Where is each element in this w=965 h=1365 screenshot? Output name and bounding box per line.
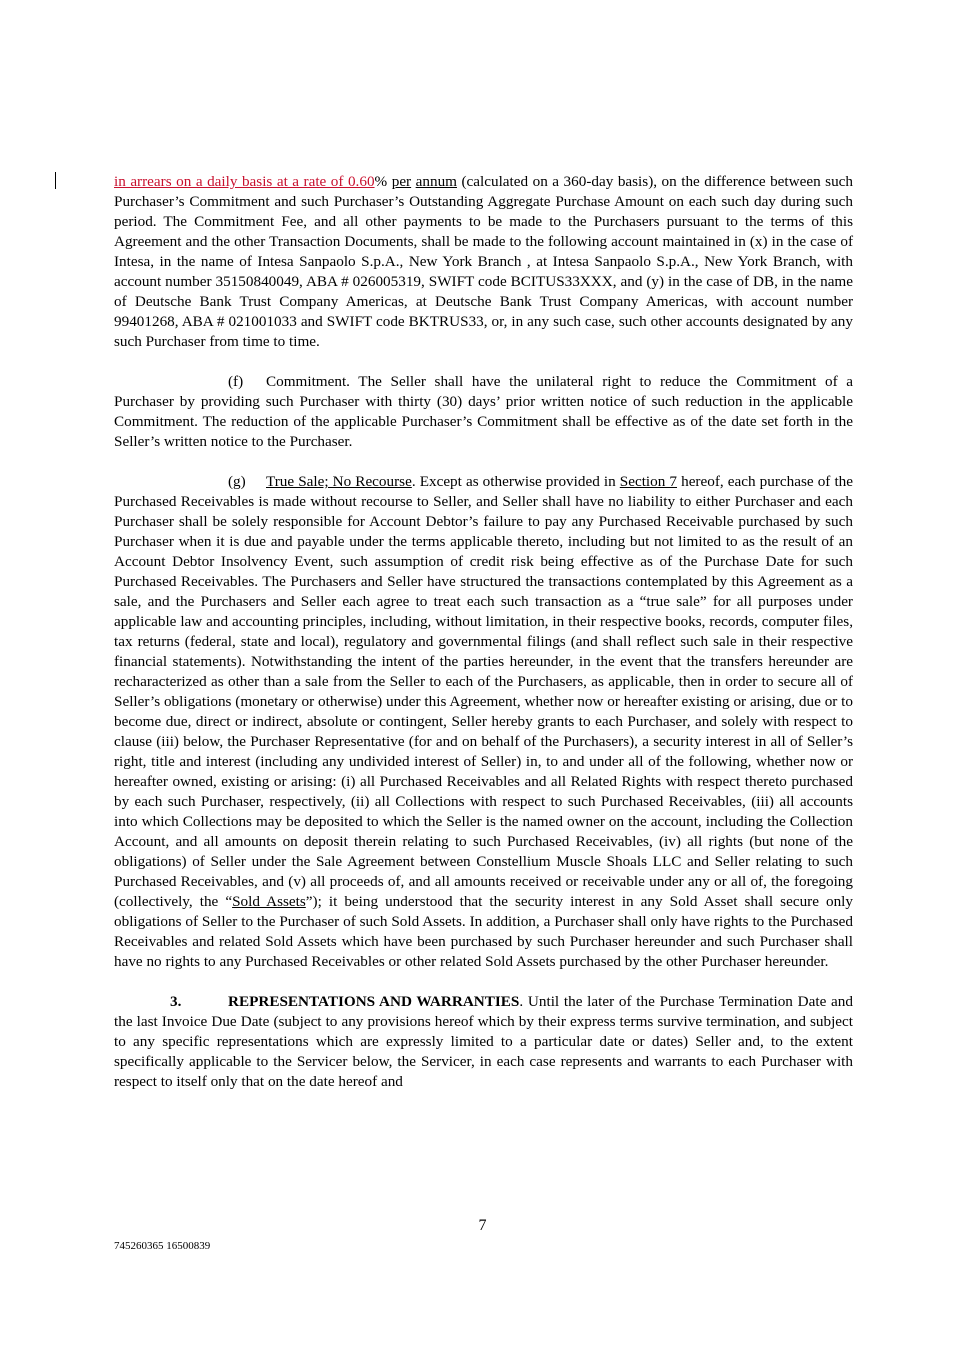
latin-annum: annum xyxy=(415,173,457,190)
latin-per: per xyxy=(391,173,412,190)
section-3-heading: REPRESENTATIONS AND WARRANTIES xyxy=(228,993,520,1010)
section-3-number: 3. xyxy=(170,993,182,1010)
revision-change-bar xyxy=(55,172,56,189)
continuation-paragraph: in arrears on a daily basis at a rate of 0.60% per annum (calculated on a 360-day basis), on the difference between such Purchaser’s Commitment and such Purchaser’s Outstanding Aggregate Purchase Amount on each such day during such period. The Commitment Fee, and all other payments to be made to the Purchasers pursuant to the terms of this Agreement and the other Transaction Documents, shall be made to the following account maintained in (x) in the case of Intesa, in the name of Intesa Sanpaolo S.p.A., New York Branch , at Intesa Sanpaolo S.p.A., New York Branch, with account number 35150840049, ABA # 026005319, SWIFT code BCITUS33XXX, and (y) in the case of DB, in the name of Deutsche Bank Trust Company Americas, at Deutsche Bank Trust Company Americas, with account number 99401268, ABA # 021001033 and SWIFT code BKTRUS33, or, in any such case, such other accounts designated by any such Purchaser from time to time. xyxy=(114,173,854,350)
document-id: 745260365 16500839 xyxy=(114,1240,211,1252)
section-f-text: Commitment. The Seller shall have the unilateral right to reduce the Commitment of a Purchaser by providing such Purchaser with thirty (30) days’ prior written notice of such reduction in the applicable Commitment. The reduction of the applicable Purchaser’s Commitment shall be effective as of the date set forth in the Seller’s written notice to the Purchaser. xyxy=(114,373,853,450)
tracked-change-text: in arrears on a daily basis at a rate of 0.60 xyxy=(114,173,375,190)
section-7-reference: Section 7 xyxy=(619,473,678,490)
page-number: 7 xyxy=(478,1217,487,1234)
section-3-paragraph xyxy=(114,992,853,1092)
section-g-paragraph: (g) True Sale; No Recourse. Except as otherwise provided in Section 7 hereof, each purchase of the Purchased Receivables is made without recourse to Seller, and Seller shall have no liability to either Purchaser and each Purchaser shall be solely responsible for Account Debtor’s failure to pay any Purchased Receivable purchased by such Purchaser when it is due and payable under the terms applicable thereto, including but not limited to as the result of an Account Debtor Insolvency Event, such assumption of credit risk being effective as of the Purchase Date for such Purchased Receivables. The Purchasers and Seller have structured the transactions contemplated by this Agreement as a sale, and the Purchasers and Seller each agree to treat each such transaction as a “true sale” for all purposes under applicable law and accounting principles, including, without limitation, in their respective books, records, computer files, tax returns (federal, state and local), regulatory and governmental filings (and shall reflect such sale in their respective financial statements). Notwithstanding the intent of the parties hereunder, in the event that the transfers hereunder are recharacterized as other than a sale from the Seller to each of the Purchasers, as applicable, then in order to secure all of Seller’s obligations (monetary or otherwise) under this Agreement, whether now or hereafter existing or arising, due or to become due, direct or indirect, absolute or contingent, Seller hereby grants to each Purchaser, and solely with respect to clause (iii) below, the Purchaser Representative (for and on behalf of the Purchasers), a security interest in all of Seller’s right, title and interest (including any undivided interest of Seller) in, to and under all of the following, whether now or hereafter owned, existing or arising: (i) all Purchased Receivables and all Related Rights with respect thereto purchased by each such Purchaser, respectively, (ii) all Collections with respect to such Purchased Receivables, (iii) all accounts into which Collections may be deposited to which the Seller is the named owner on the account, including the Collection Account, and all amounts on deposit therein relating to such Purchased Receivables, (iv) all rights (but none of the obligations) of Seller under the Sale Agreement between Constellium Muscle Shoals LLC and Seller relating to such Purchased Receivables, and (v) all proceeds of, and all amounts received or receivable under any or all of, the foregoing (collectively, the “Sold Assets”); it being understood that the security interest in any Sold Asset shall secure only obligations of Seller to the Purchaser of such Sold Assets. In addition, a Purchaser shall only have rights to the Purchased Receivables and related Sold Assets which have been purchased by such Purchaser hereunder and such Purchaser shall have no rights to any Purchased Receivables or other related Sold Assets purchased by the other Purchaser hereunder. xyxy=(114,473,853,970)
sold-assets-term: Sold Assets xyxy=(232,893,306,910)
section-f-label: (f) xyxy=(228,373,244,390)
section-f-paragraph xyxy=(114,372,853,452)
section-g-label: (g) xyxy=(228,473,246,490)
document-body xyxy=(114,172,853,1112)
section-g-heading: True Sale; No Recourse xyxy=(266,473,412,490)
section-3-text: . Until the later of the Purchase Termination Date and the last Invoice Due Date (subject to any provisions hereof which by their express terms survive termination, and subject to any specific representations which are expressly limited to a particular date or dates) Seller and, to the extent specifically applicable to the Servicer below, the Servicer, in each case represents and warrants to each Purchaser with respect to itself only that on the date hereof and xyxy=(114,993,853,1090)
